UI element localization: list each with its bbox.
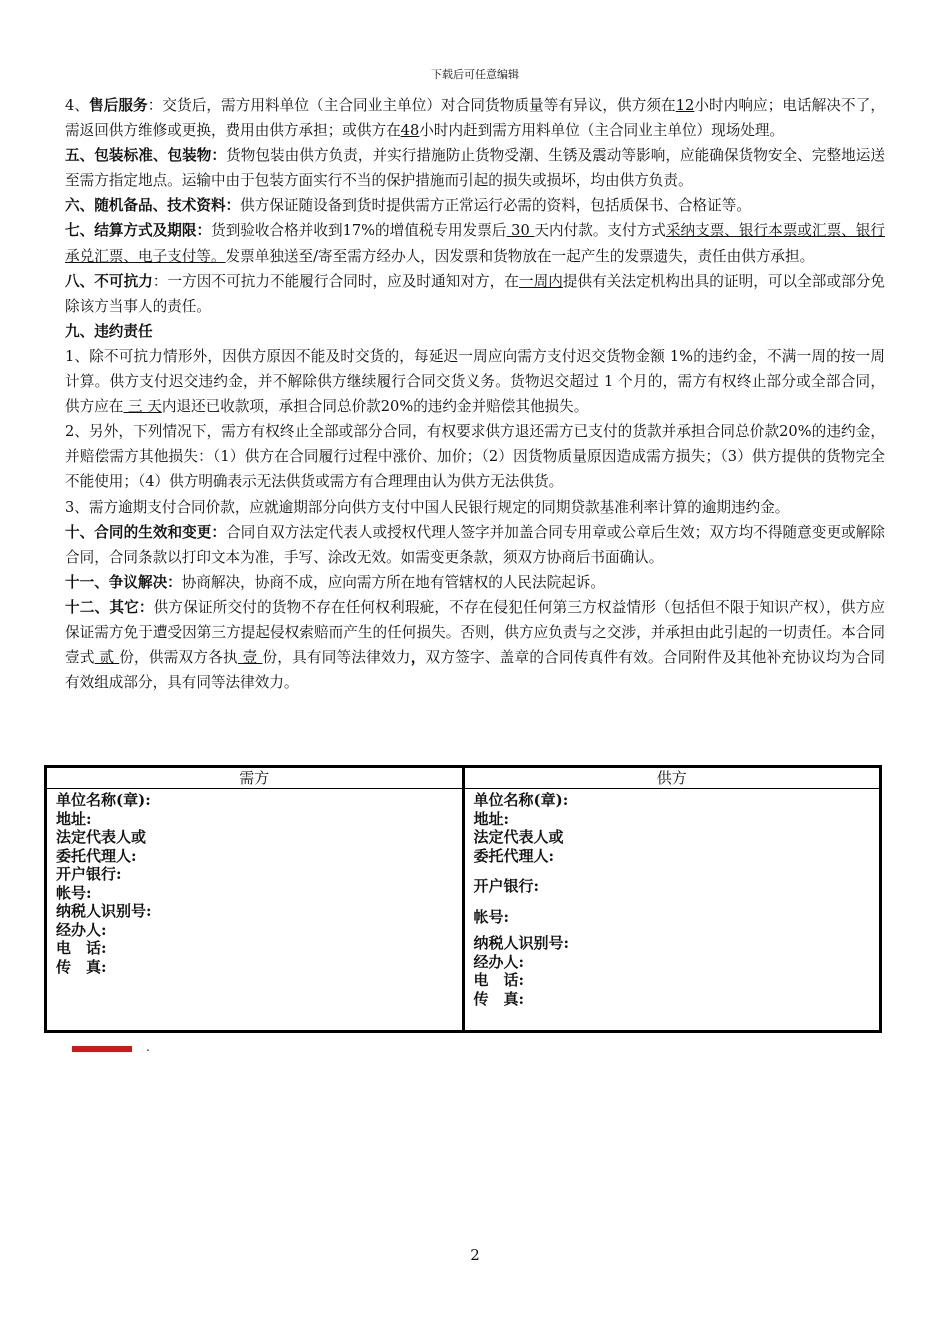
clause-9-item-3: 3、需方逾期支付合同价款，应就逾期部分向供方支付中国人民银行规定的同期贷款基准利率计算的逾期违约金。	[65, 498, 790, 516]
buyer-handler: 经办人:	[56, 920, 107, 939]
clause-heading: 五、包装标准、包装物：	[65, 147, 227, 165]
clause-9-item-2: 2、另外，下列情况下，需方有权终止全部或部分合同，有权要求供方退还需方已支付的货款并承担合同总价款20%的违约金，并赔偿需方其他损失：（1）供方在合同履行过程中涨价、加价；（2）因货物质量原因造成需方损失；（3）供方提供的货物完全不能使用；（4）供方明确表示无法供货或需方有合理理由认为供方无法供货。	[65, 423, 885, 491]
buyer-fax: 传 真:	[56, 957, 107, 976]
seller-handler: 经办人:	[473, 952, 525, 971]
notice-period: 一周内	[518, 272, 563, 290]
clause-9-heading: 九、违约责任	[65, 322, 153, 340]
buyer-column	[46, 789, 464, 1032]
clause-10: 十、合同的生效和变更：合同自双方法定代表人或授权代理人签字并加盖合同专用章或公章后生效；双方均不得随意变更或解除合同，合同条款以打印文本为准，手写、涂改无效。如需变更条款，须双方协商后书面确认。	[65, 523, 885, 566]
onsite-hours: 48	[400, 122, 420, 140]
clause-6: 六、随机备品、技术资料：供方保证随设备到货时提供需方正常运行必需的资料，包括质保书、合格证等。	[65, 197, 751, 215]
copies-each: 壹	[237, 649, 263, 667]
seller-fax: 传 真:	[473, 989, 525, 1008]
refund-days: 三 天	[123, 398, 162, 416]
seller-column	[463, 789, 881, 1032]
seller-tax-id: 纳税人识别号:	[473, 934, 570, 952]
buyer-agent: 委托代理人:	[56, 846, 137, 865]
clause-heading: 十二、其它：	[65, 598, 154, 616]
seller-phone: 电 话:	[473, 971, 525, 989]
clause-heading: 八、不可抗力	[65, 272, 153, 290]
signature-table	[44, 765, 882, 1033]
seller-bank: 开户银行:	[473, 877, 540, 895]
clause-11: 十一、争议解决：协商解决，协商不成，应向需方所在地有管辖权的人民法院起诉。	[65, 573, 605, 591]
seller-account: 帐号:	[473, 907, 510, 926]
buyer-tax-id: 纳税人识别号:	[56, 902, 152, 920]
seller-company-name: 单位名称(章):	[473, 791, 569, 809]
clause-heading: 十、合同的生效和变更：	[65, 523, 227, 541]
clause-12: 十二、其它：供方保证所交付的货物不存在任何权利瑕疵，不存在侵犯任何第三方权益情形（包括但不限于知识产权），供方应保证需方免于遭受因第三方提起侵权索赔而产生的任何损失。否则，供方应负责与之交涉，并承担由此引起的一切责任。本合同壹式 贰 份，供需双方各执 壹 份，具有同等法律效力，双方签字、盖章的合同传真件有效。合同附件及其他补充协议均为合同有效组成部分，具有同等法律效力。	[65, 598, 885, 692]
clause-9-item-1: 1、除不可抗力情形外，因供方原因不能及时交货的，每延迟一周应向需方支付迟交货物金额 1%的违约金，不满一周的按一周计算。供方支付迟交违约金，并不解除供方继续履行合同交货义务。货物迟交超过 1 个月的，需方有权终止部分或全部合同，供方应在 三 天内退还已收款项，承担合同总价款20%的违约金并赔偿其他损失。	[65, 347, 885, 416]
response-hours: 12	[675, 97, 695, 114]
clause-heading: 十一、争议解决：	[65, 573, 182, 591]
buyer-address: 地址:	[56, 809, 92, 828]
buyer-account: 帐号:	[56, 883, 92, 902]
clause-7: 七、结算方式及期限：货到验收合格并收到17%的增值税专用发票后 30 天内付款。支付方式采纳支票、银行本票或汇票、银行承兑汇票、电子支付等。发票单独送至/寄至需方经办人，因发票和货物放在一起产生的发票遗失，责任由供方承担。	[65, 222, 885, 265]
seller-legal-rep: 法定代表人或	[473, 828, 564, 846]
buyer-header: 需方	[46, 767, 464, 789]
seller-address: 地址:	[473, 809, 510, 828]
page-header: 下载后可任意编辑	[431, 68, 519, 81]
footer-dot: .	[146, 1040, 150, 1054]
clause-5: 五、包装标准、包装物：货物包装由供方负责，并实行措施防止货物受潮、生锈及震动等影响，应能确保货物安全、完整地运送至需方指定地点。运输中由于包装方面实行不当的保护措施而引起的损失或损坏，均由供方负责。	[65, 147, 885, 190]
clause-heading: 六、随机备品、技术资料：	[65, 197, 241, 215]
buyer-company-name: 单位名称(章):	[56, 791, 151, 809]
buyer-legal-rep: 法定代表人或	[56, 828, 147, 846]
page-number: 2	[470, 1246, 480, 1264]
contract-body	[65, 93, 885, 695]
payment-methods: 采纳支票、银行本票或汇票、银行承兑汇票、电子支付等。	[65, 222, 885, 265]
clause-4: 4、售后服务：交货后，需方用料单位（主合同业主单位）对合同货物质量等有异议，供方须在12小时内响应；电话解决不了，需返回供方维修或更换，费用由供方承担；或供方在48小时内赶到需方用料单位（主合同业主单位）现场处理。	[65, 97, 885, 140]
clause-8: 八、不可抗力：一方因不可抗力不能履行合同时，应及时通知对方，在一周内提供有关法定机构出具的证明，可以全部或部分免除该方当事人的责任。	[65, 272, 885, 315]
buyer-bank: 开户银行:	[56, 865, 122, 883]
clause-heading: 售后服务	[89, 97, 148, 114]
copies-count: 贰	[94, 649, 120, 667]
seller-agent: 委托代理人:	[473, 846, 555, 865]
seller-header: 供方	[463, 767, 881, 789]
payment-days: 30	[506, 222, 535, 240]
buyer-phone: 电 话:	[56, 939, 107, 957]
red-marker-bar	[72, 1046, 132, 1052]
clause-heading: 七、结算方式及期限：	[65, 222, 212, 240]
